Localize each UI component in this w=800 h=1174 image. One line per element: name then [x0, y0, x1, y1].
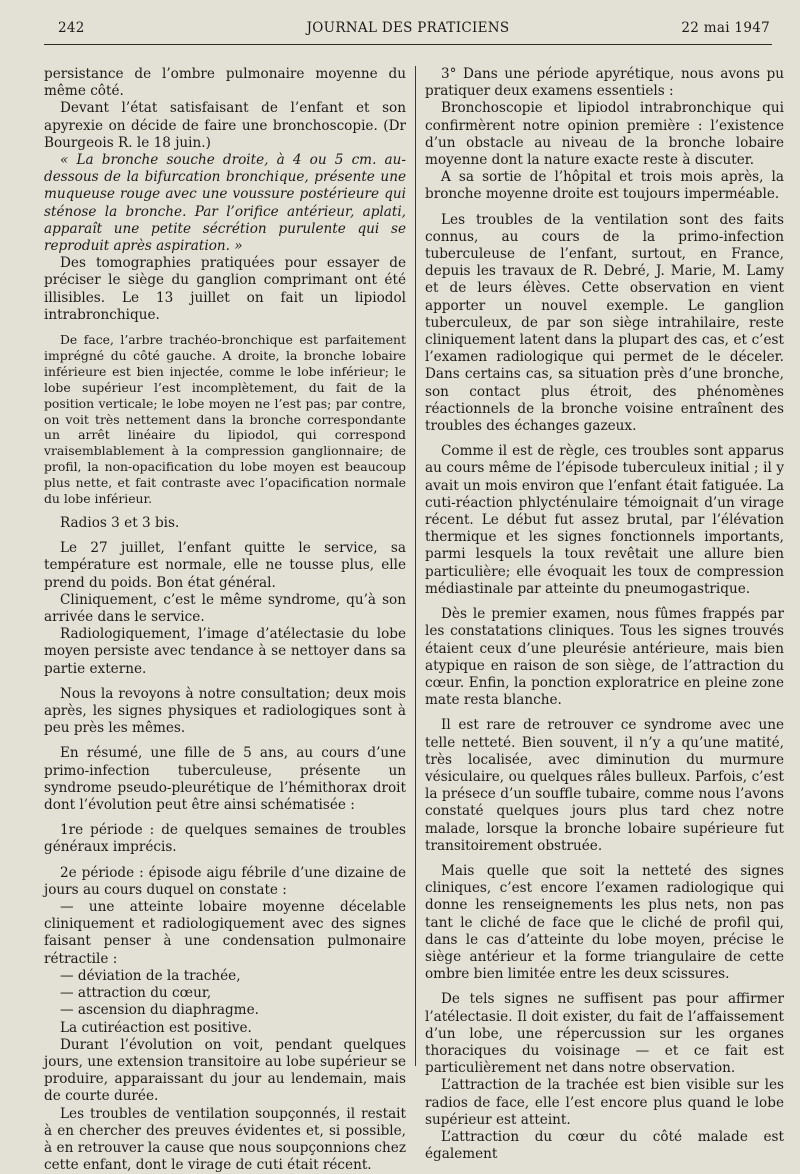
period-1: 1re période : de quelques semaines de troubles généraux imprécis.	[44, 822, 406, 856]
discussion-paragraph: Les troubles de la ventilation sont des faits connus, au cours de la primo-infection tuberculeuse de l’enfant, surtout, en France, depuis les travaux de R. Debré, J. Marie, M. Lamy et de leurs élèves. Cette observation en vient apporter un nouvel exemple. Le ganglion tuberculeux, de par son siège intrahilaire, reste cliniquement latent dans la plupart des cas, et c’est l’examen radiologique qui permet de le déceler. Dans certains cas, sa situation près d’une bronche, son contact plus étroit, des phénomènes réactionnels de la bronche voisine entraînent des troubles des échanges gazeux.	[425, 211, 784, 435]
bronchoscopy-quote: « La bronche souche droite, à 4 ou 5 cm. au-dessous de la bifurcation bronchique, présente une muqueuse rouge avec une voussure postérieure qui sténose la bronche. Par l’orifice antérieur, aplati, apparaît une petite sécrétion purulente qui se reproduit après aspiration. »	[44, 152, 406, 255]
paragraph: Mais quelle que soit la netteté des signes cliniques, c’est encore l’examen radiologique qui donne les renseignements les plus nets, non pas tant le cliché de face que le cliché de profil qui, dans le cas d’atteinte du lobe moyen, précise le siège antérieur et la forme triangulaire de cette ombre bien limitée entre les deux scissures.	[425, 862, 784, 983]
paragraph: Nous la revoyons à notre consultation; deux mois après, les signes physiques et radiologiques sont à peu près les mêmes.	[44, 685, 406, 737]
page-number: 242	[58, 20, 85, 36]
paragraph: Radiologiquement, l’image d’atélectasie du lobe moyen persiste avec tendance à se nettoyer dans sa partie externe.	[44, 626, 406, 677]
paragraph: Il est rare de retrouver ce syndrome avec une telle netteté. Bien souvent, il n’y a qu’une matité, très localisée, avec diminution du murmure vésiculaire, ou quelques râles bulleux. Parfois, c’est la présece d’un souffle tubaire, comme nous l’avons constaté quelques jours plus tard chez notre malade, lorsque la bronche lobaire supérieure fut transitoirement obstruée.	[425, 717, 784, 854]
column-separator	[415, 66, 416, 1066]
paragraph: persistance de l’ombre pulmonaire moyenne du même côté.	[44, 66, 406, 100]
paragraph: Cliniquement, c’est le même syndrome, qu’à son arrivée dans le service.	[44, 591, 406, 626]
left-column	[44, 66, 406, 1174]
journal-title: JOURNAL DES PRATICIENS	[306, 20, 510, 36]
lipiodol-findings: De face, l’arbre trachéo-bronchique est parfaitement imprégné du côté gauche. A droite, la bronche lobaire inférieure est bien injectée, comme le lobe inférieur; le lobe supérieur l’est incomplètement, du fait de la position verticale; le lobe moyen ne l’est pas; par contre, on voit très nettement dans la bronche correspondante un arrêt linéaire du lipiodol, qui correspond vraisemblablement à la compression ganglionnaire; de profil, la non-opacification du lobe moyen est beaucoup plus nette, et fait contraste avec l’opacification normale du lobe inférieur.	[44, 332, 406, 507]
paragraph: La cutiréaction est positive.	[60, 1019, 252, 1036]
list-item: — déviation de la trachée,	[60, 967, 241, 984]
paragraph: L’attraction du cœur du côté malade est également	[425, 1128, 784, 1163]
period-2: 2e période : épisode aigu fébrile d’une dizaine de jours au cours duquel on constate :	[44, 864, 406, 898]
list-item: — attraction du cœur,	[60, 985, 212, 1002]
paragraph: Dès le premier examen, nous fûmes frappés par les constatations cliniques. Tous les signes trouvés étaient ceux d’une pleurésie antérieure, mais bien atypique en raison de son siège, de l’attraction du cœur. Enfin, la ponction exploratrice en pleine zone mate resta blanche.	[425, 606, 784, 709]
paragraph: Des tomographies pratiquées pour essayer de préciser le siège du ganglion comprimant ont été illisibles. Le 13 juillet on fait un lipiodol intrabronchique.	[44, 255, 406, 323]
summary-paragraph: En résumé, une fille de 5 ans, au cours d’une primo-infection tuberculeuse, présente un syndrome pseudo-pleurétique de l’hémithorax droit dont l’évolution peut être ainsi schématisée :	[44, 745, 406, 814]
running-header	[44, 14, 772, 42]
paragraph: L’attraction de la trachée est bien visible sur les radios de face, elle l’est encore plus quand le lobe supérieur est atteint.	[425, 1077, 784, 1128]
header-rule	[44, 44, 772, 45]
paragraph: Comme il est de règle, ces troubles sont apparus au cours même de l’épisode tuberculeux initial ; il y avait un mois environ que l’enfant était fatiguée. La cuti-réaction phlycténulaire témoignait d’un virage récent. Le début fut assez brutal, par l’élévation thermique et les signes fonctionnels importants, parmi lesquels la toux revêtait une allure bien particulière; elle évoquait les toux de compression médiastinale par atteinte du pneumogastrique.	[425, 443, 784, 597]
paragraph: A sa sortie de l’hôpital et trois mois après, la bronche moyenne droite est toujours imperméable.	[425, 169, 784, 203]
paragraph: Durant l’évolution on voit, pendant quelques jours, une extension transitoire au lobe supérieur se produire, apparaissant du jour au lendemain, mais de courte durée.	[44, 1036, 406, 1105]
radios-reference: Radios 3 et 3 bis.	[60, 515, 180, 532]
paragraph: Le 27 juillet, l’enfant quitte le service, sa température est normale, elle ne tousse plus, elle prend du poids. Bon état général.	[44, 540, 406, 591]
paragraph: Les troubles de ventilation soupçonnés, il restait à en chercher des preuves évidentes et, si possible, à en retrouver la cause que nous soupçonnions chez cette enfant, dont le virage de cuti était récent.	[44, 1105, 406, 1174]
period-3: 3° Dans une période apyrétique, nous avons pu pratiquer deux examens essentiels :	[425, 66, 784, 100]
right-column	[425, 66, 784, 1163]
list-item: — ascension du diaphragme.	[60, 1002, 259, 1019]
list-item: — une atteinte lobaire moyenne décelable cliniquement et radiologiquement avec des signes faisant penser à une condensation pulmonaire rétractile :	[44, 899, 406, 967]
issue-date: 22 mai 1947	[681, 20, 770, 36]
paragraph: De tels signes ne suffisent pas pour affirmer l’atélectasie. Il doit exister, du fait de l’affaissement d’un lobe, une répercussion sur les organes thoraciques du voisinage — et ce fait est particulièrement net dans notre observation.	[425, 991, 784, 1077]
paragraph: Devant l’état satisfaisant de l’enfant et son apyrexie on décide de faire une bronchoscopie. (Dr Bourgeois R. le 18 juin.)	[44, 100, 406, 151]
paragraph: Bronchoscopie et lipiodol intrabronchique qui confirmèrent notre opinion première : l’existence d’un obstacle au niveau de la bronche lobaire moyenne dont la nature exacte reste à discuter.	[425, 100, 784, 169]
